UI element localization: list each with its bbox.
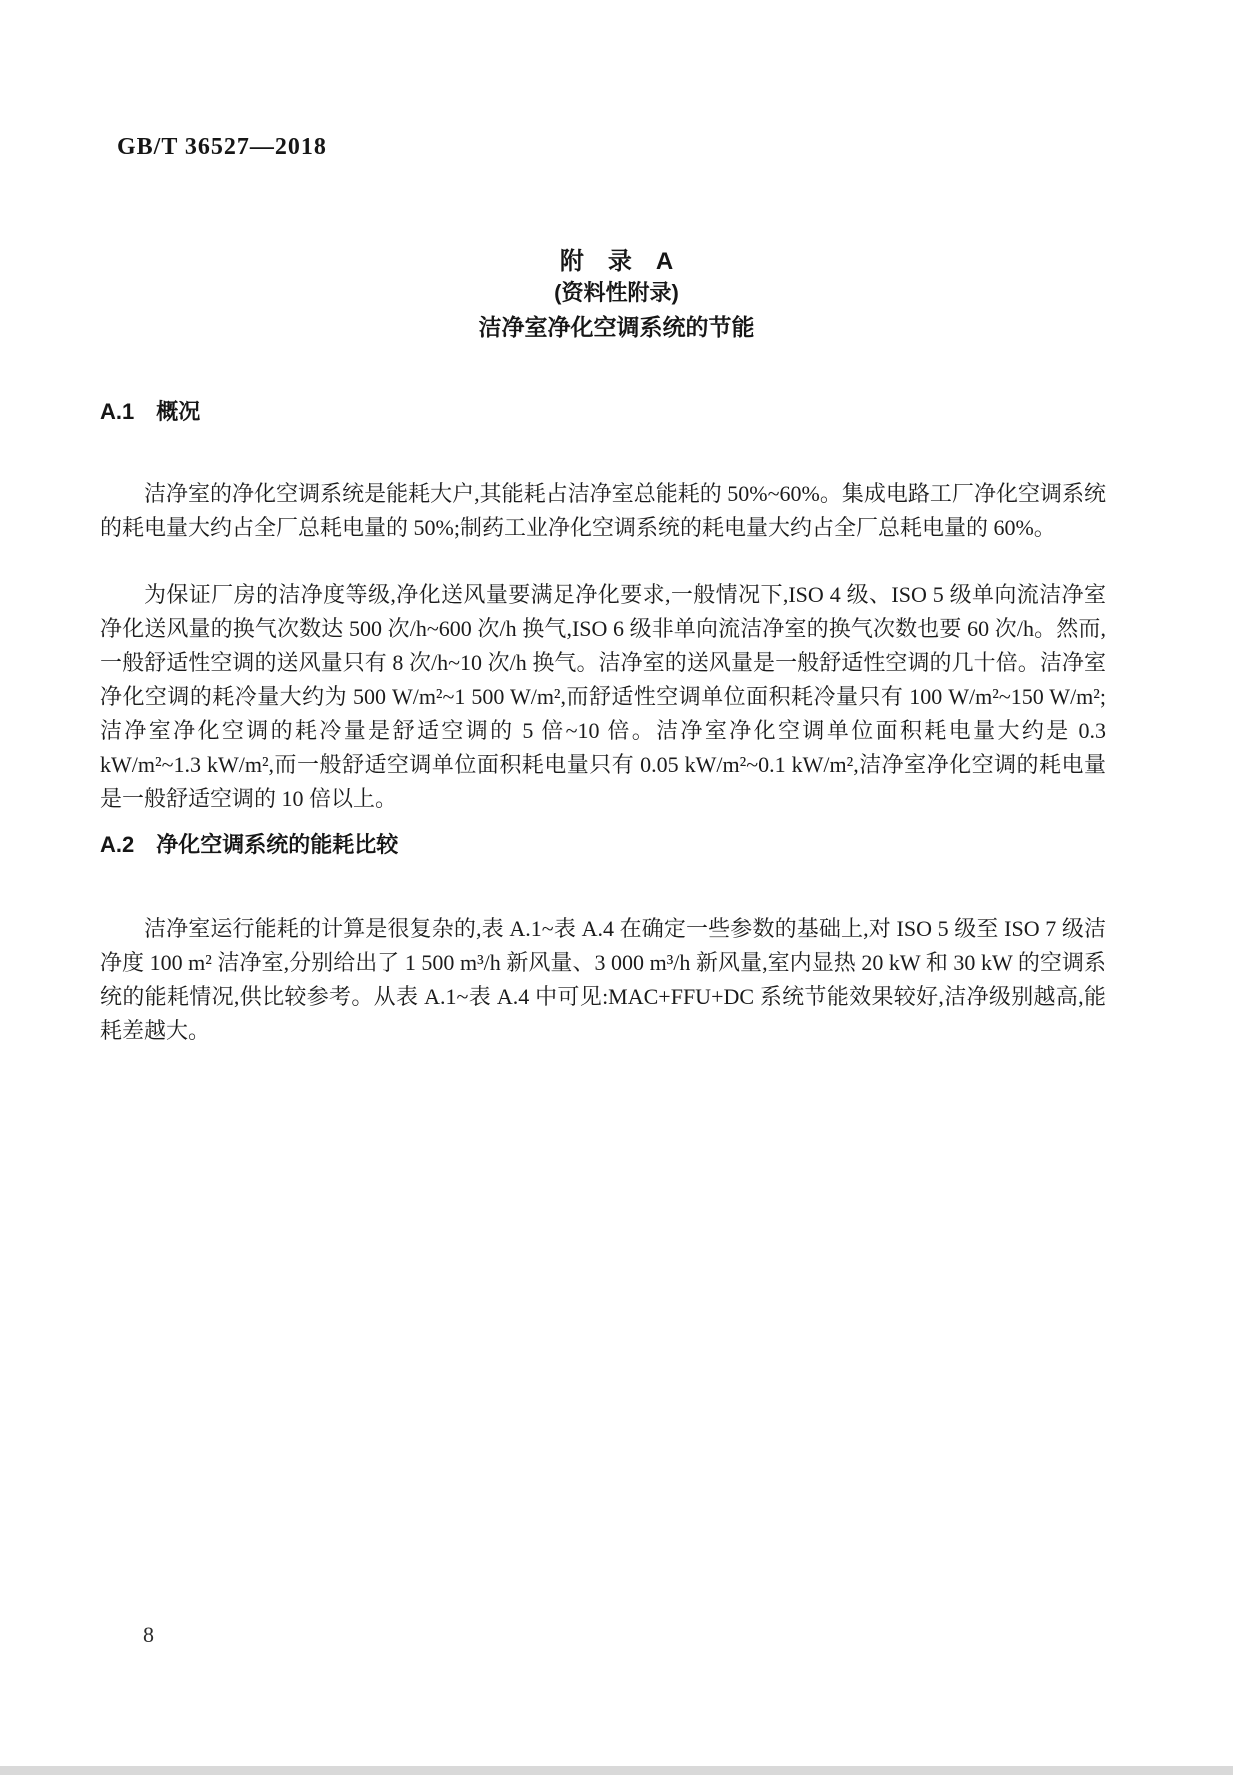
section-a1-paragraph-1: 洁净室的净化空调系统是能耗大户,其能耗占洁净室总能耗的 50%~60%。集成电路工厂净化空调系统的耗电量大约占全厂总耗电量的 50%;制药工业净化空调系统的耗电量大约占全厂总耗电量的 60%。	[100, 481, 1106, 540]
standard-code: GB/T 36527—2018	[117, 134, 327, 160]
section-a2-title: 净化空调系统的能耗比较	[156, 832, 399, 857]
appendix-name: 洁净室净化空调系统的节能	[478, 314, 755, 340]
scan-edge-artifact	[0, 1766, 1233, 1775]
section-a1-paragraph-2: 为保证厂房的洁净度等级,净化送风量要满足净化要求,一般情况下,ISO 4 级、ISO 5 级单向流洁净室净化送风量的换气次数达 500 次/h~600 次/h 换气,ISO 6 级非单向流洁净室的换气次数也要 60 次/h。然而,一般舒适性空调的送风量只有 8 次/h~10 次/h 换气。洁净室的送风量是一般舒适性空调的几十倍。洁净室净化空调的耗冷量大约为 500 W/m²~1 500 W/m²,而舒适性空调单位面积耗冷量只有 100 W/m²~150 W/m²;洁净室净化空调的耗冷量是舒适空调的 5 倍~10 倍。洁净室净化空调单位面积耗电量大约是 0.3 kW/m²~1.3 kW/m²,而一般舒适空调单位面积耗电量只有 0.05 kW/m²~0.1 kW/m²,洁净室净化空调的耗电量是一般舒适空调的 10 倍以上。	[100, 582, 1106, 811]
section-a2-heading	[100, 828, 398, 859]
section-a1-heading	[100, 395, 200, 426]
page-number: 8	[143, 1622, 154, 1647]
section-a2-paragraph-1: 洁净室运行能耗的计算是很复杂的,表 A.1~表 A.4 在确定一些参数的基础上,对 ISO 5 级至 ISO 7 级洁净度 100 m² 洁净室,分别给出了 1 500 m³/h 新风量、3 000 m³/h 新风量,室内显热 20 kW 和 30 kW 的空调系统的能耗情况,供比较参考。从表 A.1~表 A.4 中可见:MAC+FFU+DC 系统节能效果较好,洁净级别越高,能耗差越大。	[100, 916, 1106, 1043]
section-a2-number: A.2	[100, 832, 135, 857]
appendix-subtitle: (资料性附录)	[554, 280, 679, 305]
section-a1-number: A.1	[100, 399, 135, 424]
appendix-title: 附 录 A	[559, 248, 674, 275]
section-a1-title: 概况	[156, 399, 201, 424]
